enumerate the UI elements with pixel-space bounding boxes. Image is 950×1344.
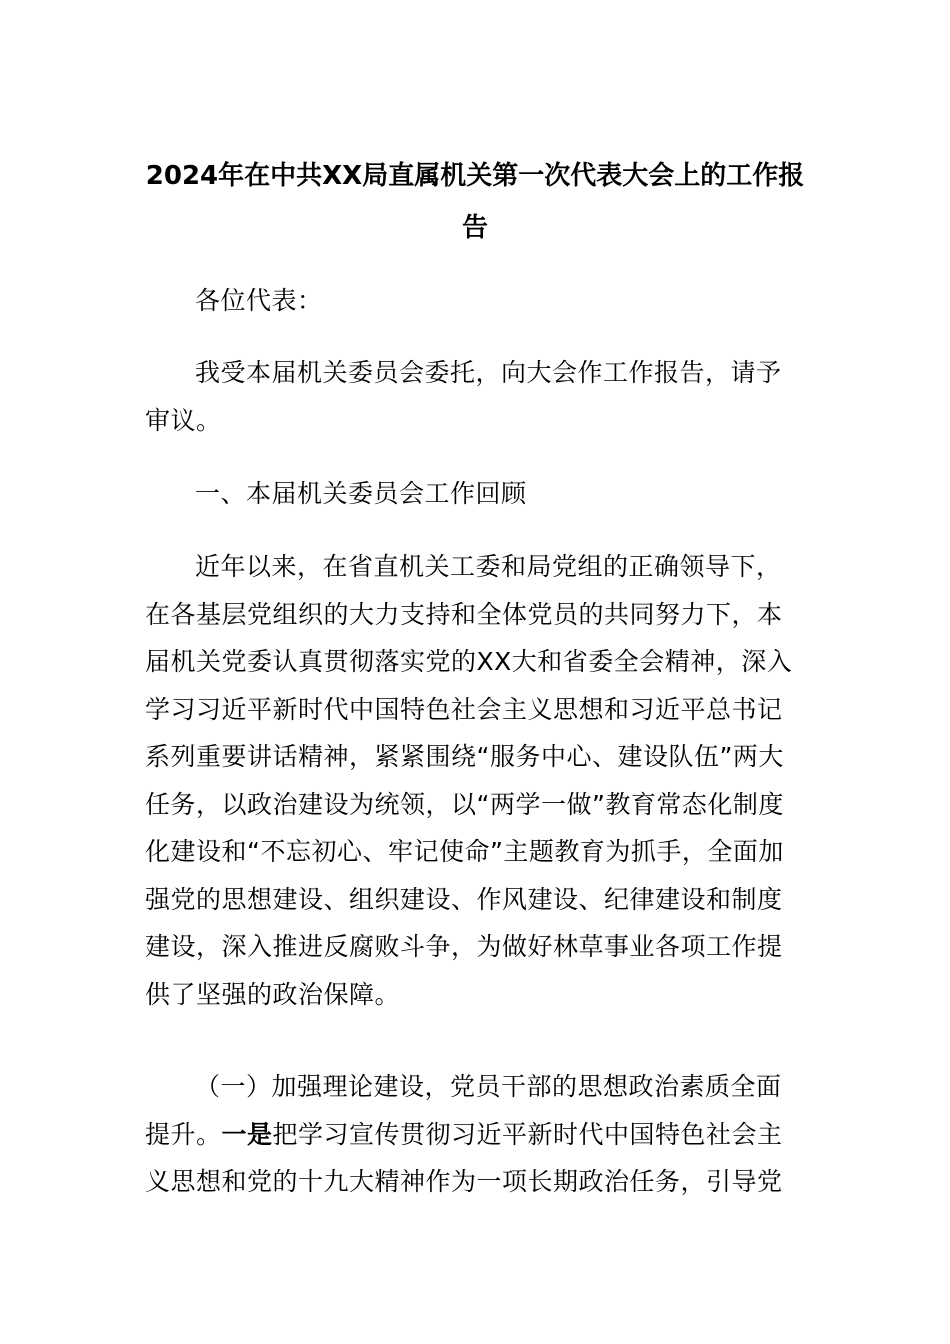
subsection-paragraph [145,1063,805,1206]
subsection-text: 把学习宣传贯彻习近平新时代中国特色社会主义思想和党的十九大精神作为一项长期政治任务，引导党 [145,1119,783,1196]
subsection-heading: （一）加强理论建设，党员干部的思想政治素质全面提升。 [145,1072,782,1149]
subsection-lead: 一是 [221,1119,273,1149]
document-title: 2024年在中共XX局直属机关第一次代表大会上的工作报告 [145,161,805,243]
section-heading: 一、本届机关委员会工作回顾 [195,479,527,508]
intro-paragraph: 我受本届机关委员会委托，向大会作工作报告，请予审议。 [145,358,782,435]
salutation: 各位代表： [195,286,323,315]
body-paragraph-1: 近年以来，在省直机关工委和局党组的正确领导下，在各基层党组织的大力支持和全体党员的共同努力下，本届机关党委认真贯彻落实党的XX大和省委全会精神，深入学习习近平新时代中国特色社会主义思想和习近平总书记系列重要讲话精神，紧紧围绕“服务中心、建设队伍”两大任务，以政治建设为统领，以“两学一做”教育常态化制度化建设和“不忘初心、牢记使命”主题教育为抓手，全面加强党的思想建设、组织建设、作风建设、纪律建设和制度建设，深入推进反腐败斗争，为做好林草事业各项工作提供了坚强的政治保障。 [145,552,793,1009]
